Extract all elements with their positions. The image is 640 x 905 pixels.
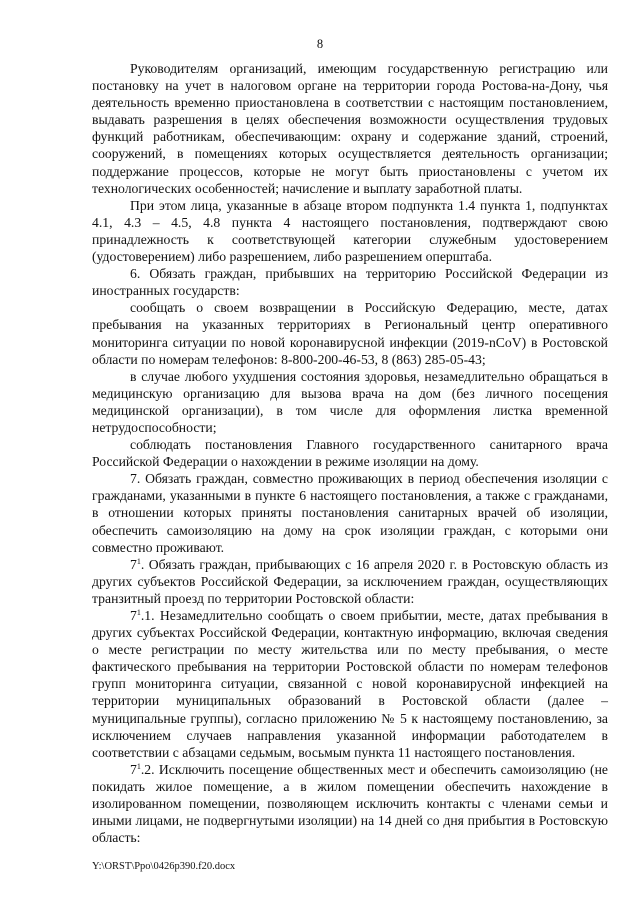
item-superscript: 1 <box>136 608 141 617</box>
paragraph-item-7-1-2 <box>92 761 608 846</box>
paragraph-item-7: 7. Обязать граждан, совместно проживающих в период обеспечения изоляции с гражданами, указанными в пункте 6 настоящего постановления, а также с гражданами, в отношении которых приняты постановления санитарных врачей об изоляции, обеспечить самоизоляцию на дому на срок изоляции граждан, с которыми они совместно проживают. <box>92 471 608 555</box>
paragraph-item-6: 6. Обязать граждан, прибывших на территорию Российской Федерации из иностранных государств: <box>92 266 608 299</box>
paragraph-item-6-isolation: соблюдать постановления Главного государственного санитарного врача Российской Федерации о нахождении в режиме изоляции на дому. <box>92 437 608 470</box>
item-text: . Обязать граждан, прибывающих с 16 апреля 2020 г. в Ростовскую область из других субъектов Российской Федерации, за исключением граждан, осуществляющих транзитный проезд по территории Ростовской области: <box>92 556 608 606</box>
item-superscript: 1 <box>136 556 141 566</box>
document-body <box>92 60 608 846</box>
paragraph-item-7-1-1 <box>92 607 608 761</box>
paragraph-item-6-report: сообщать о своем возвращении в Российскую Федерацию, месте, датах пребывания на указанных территориях в Региональный центр оперативного мониторинга ситуации по новой коронавирусной инфекции (2019-nCoV) в Ростовской области по номерам телефонов: 8-800-200-46-53, 8 (863) 285-05-43; <box>92 300 608 367</box>
item-number: 7 <box>130 761 137 777</box>
item-number: 7 <box>130 608 137 623</box>
item-number: 7 <box>130 556 137 572</box>
item-superscript: 1 <box>136 761 141 771</box>
paragraph-persons-confirm: При этом лица, указанные в абзаце втором подпункта 1.4 пункта 1, подпунктах 4.1, 4.3 – 4.5, 4.8 пункта 4 настоящего постановления, подтверждают свою принадлежность к соответствующей категории служебным удостоверением (удостоверением) либо разрешением, либо разрешением оперштаба. <box>92 197 608 265</box>
file-path-footer: Y:\ORST\Ppo\0426p390.f20.docx <box>92 861 236 872</box>
paragraph-managers: Руководителям организаций, имеющим государственную регистрацию или постановку на учет в налоговом органе на территории города Ростова-на-Дону, чья деятельность временно приостановлена в соответствии с настоящим постановлением, выдавать разрешения в целях обеспечения возможности осуществления трудовых функций работникам, обеспечивающим: охрану и содержание зданий, строений, сооружений, в помещениях которых осуществляется деятельность организации; поддержание процессов, которые не могут быть приостановлены с учетом их технологических особенностей; начисление и выплату заработной платы. <box>92 61 608 196</box>
paragraph-item-6-doctor: в случае любого ухудшения состояния здоровья, незамедлительно обращаться в медицинскую организацию для вызова врача на дом (без личного посещения медицинской организации), в том числе для оформления листка временной нетрудоспособности; <box>92 368 608 435</box>
item-text: .1. Незамедлительно сообщать о своем прибытии, месте, датах пребывания в других субъектах Российской Федерации, контактную информацию, включая сведения о месте регистрации по месту жительства или по месту пребывания, о месте фактического пребывания на территории Ростовской области по номерам телефонов групп мониторинга ситуации, связанной с новой коронавирусной инфекцией на территории муниципальных образований в Ростовской области (далее – муниципальные группы), согласно приложению № 5 к настоящему постановлению, за исключением случаев направления указанной информации работодателем в соответствии с абзацами седьмым, восьмым пункта 11 настоящего постановления. <box>92 608 608 760</box>
item-text: .2. Исключить посещение общественных мест и обеспечить самоизоляцию (не покидать жилое помещение, а в жилом помещении обеспечить нахождение в изолированном помещении, позволяющем исключить контакты с членами семьи и иными лицами, не подвергнутыми изоляции) на 14 дней со дня прибытия в Ростовскую область: <box>92 761 608 846</box>
page-number: 8 <box>316 37 324 51</box>
paragraph-item-7-1 <box>92 556 608 607</box>
